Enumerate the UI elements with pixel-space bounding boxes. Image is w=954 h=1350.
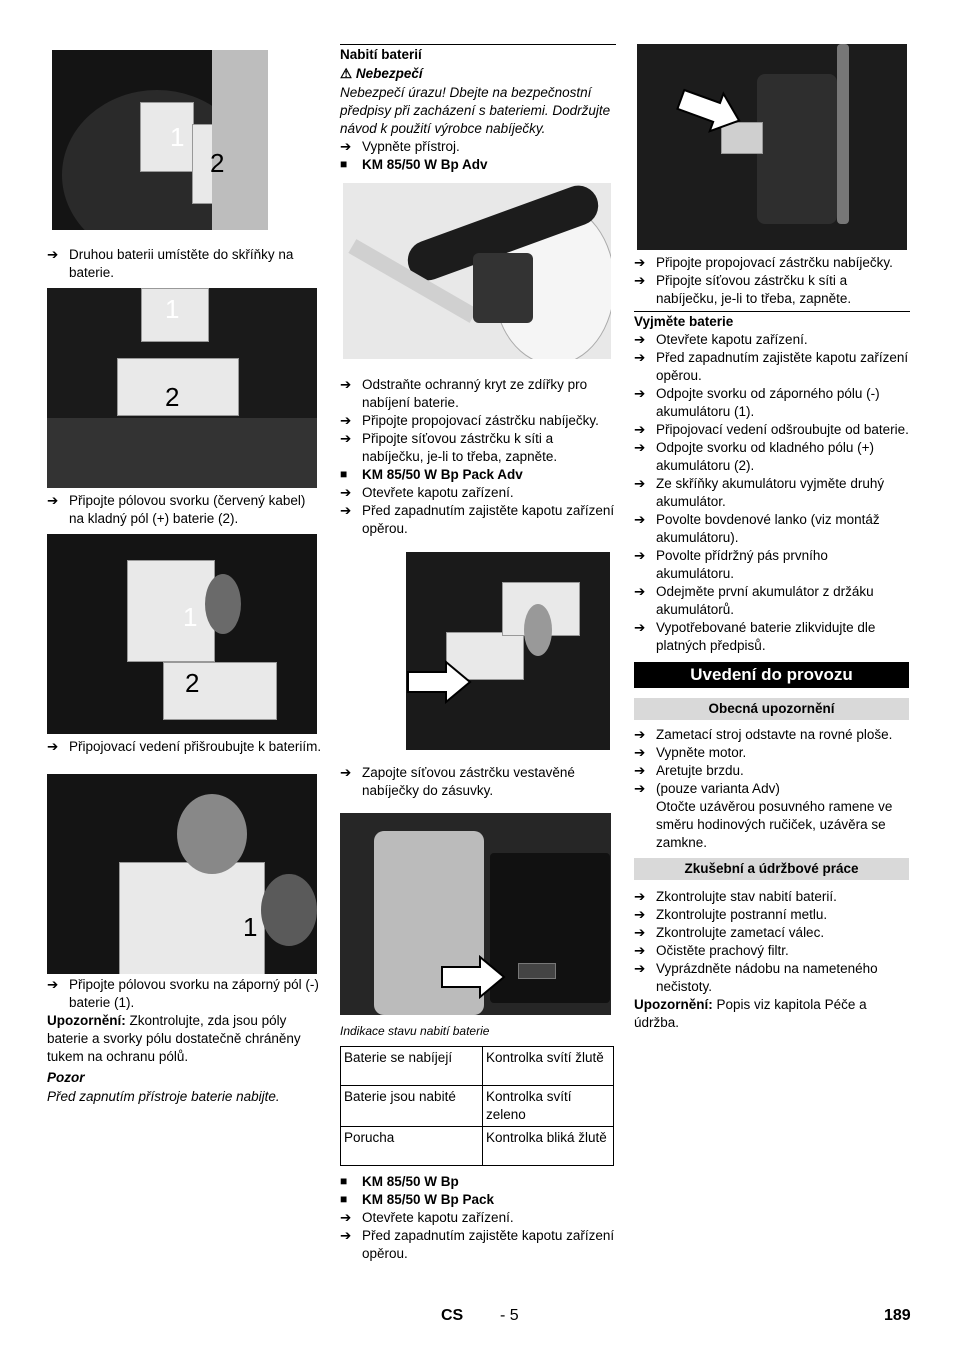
arrow-right-icon: ➔ [634, 440, 646, 455]
label-2: 2 [165, 382, 180, 412]
step-text: Vyprázdněte nádobu na nameteného nečistoty. [656, 961, 878, 994]
arrow-right-icon: ➔ [340, 377, 352, 392]
note [634, 996, 909, 1032]
steps-a [634, 254, 909, 308]
arrow-right-icon: ➔ [634, 273, 646, 288]
step-text: Před zapadnutím zajistěte kapotu zařízení opěrou. [362, 503, 615, 536]
photo-connect-cables [47, 534, 317, 734]
note-label: Upozornění: [634, 997, 713, 1012]
step-item [340, 376, 615, 412]
step-item [634, 349, 909, 385]
arrow-right-icon: ➔ [634, 763, 646, 778]
remove-steps [634, 331, 909, 655]
danger-title-row [340, 65, 615, 83]
step-item [634, 511, 909, 547]
step-item [634, 547, 909, 583]
step-item [340, 484, 615, 502]
arrow-right-icon: ➔ [340, 503, 352, 518]
warning-triangle-icon: ⚠ [340, 66, 353, 81]
step-item [634, 888, 909, 906]
step-item [634, 924, 909, 942]
model-name: KM 85/50 W Bp Pack Adv [362, 467, 523, 482]
table-cell: Kontrolka svítí zeleno [483, 1086, 614, 1127]
step-text: Zapojte síťovou zástrčku vestavěné nabíječky do zásuvky. [362, 765, 575, 798]
footer-page-local [500, 1307, 519, 1325]
step-item [47, 738, 322, 756]
photo-negative-terminal [47, 774, 317, 974]
step-text: Otevřete kapotu zařízení. [362, 1210, 514, 1225]
model-name: KM 85/50 W Bp Pack [362, 1192, 495, 1207]
step-item [634, 254, 909, 272]
arrow-right-icon: ➔ [47, 739, 59, 754]
step-text: Otevřete kapotu zařízení. [656, 332, 808, 347]
danger-text: Nebezpečí úrazu! Dbejte na bezpečnostní předpisy při zacházení s bateriemi. Dodržujte návod k použití výrobce nabíječky. [340, 85, 611, 136]
step-item [634, 421, 909, 439]
label-2: 2 [185, 668, 200, 698]
step-item [340, 764, 615, 800]
step-text: Zkontrolujte stav nabití baterií. [656, 889, 837, 904]
footer-page-number: 189 [884, 1307, 911, 1324]
step-text: Druhou baterii umístěte do skříňky na baterie. [69, 247, 294, 280]
step-text: Připojte propojovací zástrčku nabíječky. [362, 413, 599, 428]
table-row [341, 1047, 614, 1086]
step-text: Povolte bovdenové lanko (viz montáž akumulátoru). [656, 512, 880, 545]
table-cell: Baterie jsou nabité [341, 1086, 483, 1127]
arrow-right-icon: ➔ [634, 548, 646, 563]
arrow-right-icon: ➔ [634, 255, 646, 270]
step-item [634, 475, 909, 511]
label-1: 1 [170, 122, 185, 152]
step-item [47, 976, 322, 1012]
step-item [340, 412, 615, 430]
photo-connector-plug [637, 44, 907, 250]
label-2: 2 [210, 148, 225, 178]
step-text: Aretujte brzdu. [656, 763, 744, 778]
section-heading: Uvedení do provozu [634, 662, 909, 688]
table-cell: Porucha [341, 1127, 483, 1166]
step-text: Ze skříňky akumulátoru vyjměte druhý akumulátor. [656, 476, 885, 509]
arrow-right-icon: ➔ [340, 1228, 352, 1243]
step-item [340, 430, 615, 466]
arrow-right-icon: ➔ [340, 431, 352, 446]
step-item [634, 762, 909, 780]
step-text: Připojte pólovou svorku (červený kabel) na kladný pól (+) baterie (2). [69, 493, 306, 526]
figure-caption: Indikace stavu nabití baterie [340, 1024, 490, 1038]
step-item [634, 726, 909, 744]
step-item [634, 331, 909, 349]
caution-text: Před zapnutím přístroje baterie nabijte. [47, 1089, 280, 1104]
step-text: Vypotřebované baterie zlikvidujte dle platných předpisů. [656, 620, 876, 653]
note-text: Zkontrolujte, zda jsou póly baterie a svorky pólu dostatečně chráněny tukem na ochranu pólů. [47, 1013, 301, 1064]
danger-title: Nebezpečí [355, 66, 423, 81]
arrow-right-icon: ➔ [340, 485, 352, 500]
arrow-right-icon: ➔ [47, 493, 59, 508]
table-cell: Baterie se nabíjejí [341, 1047, 483, 1086]
general-steps [634, 726, 909, 852]
step-item [634, 385, 909, 421]
arrow-right-icon: ➔ [634, 745, 646, 760]
step-item [340, 1227, 615, 1263]
arrow-right-icon: ➔ [634, 332, 646, 347]
step-text: Před zapadnutím zajistěte kapotu zařízení opěrou. [362, 1228, 615, 1261]
divider [340, 44, 616, 45]
arrow-right-icon: ➔ [340, 413, 352, 428]
step-text: (pouze varianta Adv) [656, 781, 780, 796]
maintenance-steps [634, 888, 909, 996]
step-item [634, 744, 909, 762]
step-text: Vypněte motor. [656, 745, 747, 760]
arrow-right-icon: ➔ [634, 476, 646, 491]
arrow-right-icon: ➔ [634, 350, 646, 365]
divider [634, 311, 910, 312]
column-right [634, 44, 909, 1032]
step-text: Zkontrolujte postranní metlu. [656, 907, 828, 922]
arrow-right-icon: ➔ [634, 925, 646, 940]
step-text: Otevřete kapotu zařízení. [362, 485, 514, 500]
step-text: Připojovací vedení přišroubujte k bateriím. [69, 739, 322, 754]
step-text: Vypněte přístroj. [362, 139, 460, 154]
arrow-right-icon: ➔ [47, 977, 59, 992]
square-bullet-icon: ■ [340, 467, 348, 481]
step-text: Připojovací vedení odšroubujte od baterie. [656, 422, 909, 437]
arrow-right-icon: ➔ [47, 247, 59, 262]
square-bullet-icon: ■ [340, 1174, 348, 1188]
step-text: Připojte síťovou zástrčku k síti a nabíječku, je-li to třeba, zapněte. [656, 273, 852, 306]
step-item [634, 583, 909, 619]
footer-language: CS [441, 1307, 464, 1324]
model-bullet [340, 1191, 615, 1209]
step-text: Zametací stroj odstavte na rovné ploše. [656, 727, 893, 742]
table-row [341, 1086, 614, 1127]
step-item [634, 906, 909, 924]
step-item [634, 780, 909, 798]
caution-title: Pozor [47, 1070, 85, 1085]
note-label: Upozornění: [47, 1013, 126, 1028]
arrow-right-icon: ➔ [634, 943, 646, 958]
model-name: KM 85/50 W Bp Adv [362, 157, 488, 172]
arrow-right-icon: ➔ [634, 907, 646, 922]
model-bullet [340, 156, 615, 174]
arrow-right-icon: ➔ [634, 889, 646, 904]
arrow-right-icon: ➔ [340, 139, 352, 154]
model-bullet [340, 466, 615, 484]
label-1: 1 [243, 912, 258, 942]
arrow-right-icon: ➔ [634, 961, 646, 976]
status-table [340, 1046, 614, 1166]
step-item [634, 439, 909, 475]
step-text: Odstraňte ochranný kryt ze zdířky pro nabíjení baterie. [362, 377, 588, 410]
step-item [47, 492, 322, 528]
step-text: Očistěte prachový filtr. [656, 943, 789, 958]
subsection-heading: Zkušební a údržbové práce [634, 858, 909, 880]
table-cell: Kontrolka bliká žlutě [483, 1127, 614, 1166]
label-1: 1 [165, 294, 180, 324]
steps-a [340, 376, 615, 466]
adv-text: Otočte uzávěrou posuvného ramene ve směru hodinových ručiček, uzávěra se zamkne. [656, 799, 893, 850]
step-item [340, 1209, 615, 1227]
arrow-right-icon: ➔ [634, 386, 646, 401]
step-text: Zkontrolujte zametací válec. [656, 925, 825, 940]
step-text: Odpojte svorku od kladného pólu (+) akumulátoru (2). [656, 440, 875, 473]
arrow-right-icon: ➔ [634, 512, 646, 527]
step-item [47, 246, 322, 282]
photo-builtin-charger [406, 552, 610, 750]
subsection-heading: Obecná upozornění [634, 698, 909, 720]
step-item [340, 502, 615, 538]
arrow-right-icon: ➔ [340, 765, 352, 780]
photo-charge-indicator [340, 813, 611, 1015]
step-item [634, 960, 909, 996]
step-text: Odejměte první akumulátor z držáku akumulátorů. [656, 584, 874, 617]
column-left [47, 44, 322, 1106]
arrow-right-icon: ➔ [634, 620, 646, 635]
step-item [634, 942, 909, 960]
step-text: Připojte síťovou zástrčku k síti a nabíječku, je-li to třeba, zapněte. [362, 431, 558, 464]
model-name: KM 85/50 W Bp [362, 1174, 459, 1189]
square-bullet-icon: ■ [340, 1192, 348, 1206]
table-cell: Kontrolka svítí žlutě [483, 1047, 614, 1086]
footer-page-local-text: - 5 [500, 1307, 519, 1324]
note [47, 1012, 322, 1066]
step-text: Připojte propojovací zástrčku nabíječky. [656, 255, 893, 270]
section-heading: Nabití baterií [340, 47, 422, 62]
photo-positive-terminal [47, 288, 317, 488]
step-text: Před zapadnutím zajistěte kapotu zařízení opěrou. [656, 350, 909, 383]
note-text: Popis viz kapitola Péče a údržba. [634, 997, 867, 1030]
label-1: 1 [183, 602, 198, 632]
photo-battery-insert [52, 50, 268, 230]
square-bullet-icon: ■ [340, 157, 348, 171]
model-bullet [340, 1173, 615, 1191]
step-text: Připojte pólovou svorku na záporný pól (-) baterie (1). [69, 977, 319, 1010]
step-item [634, 272, 909, 308]
pointer-arrow-icon [440, 955, 506, 999]
arrow-right-icon: ➔ [634, 727, 646, 742]
photo-charging-socket [343, 183, 611, 359]
pointer-arrow-icon [671, 78, 748, 142]
step-text: Povolte přídržný pás prvního akumulátoru. [656, 548, 828, 581]
step-text: Odpojte svorku od záporného pólu (-) akumulátoru (1). [656, 386, 880, 419]
arrow-right-icon: ➔ [634, 584, 646, 599]
arrow-right-icon: ➔ [634, 422, 646, 437]
pointer-arrow-icon [406, 660, 472, 704]
column-middle [340, 44, 615, 1263]
arrow-right-icon: ➔ [634, 781, 646, 796]
remove-heading: Vyjměte baterie [634, 314, 734, 329]
step-item [634, 619, 909, 655]
step-item [340, 138, 615, 156]
table-row [341, 1127, 614, 1166]
arrow-right-icon: ➔ [340, 1210, 352, 1225]
